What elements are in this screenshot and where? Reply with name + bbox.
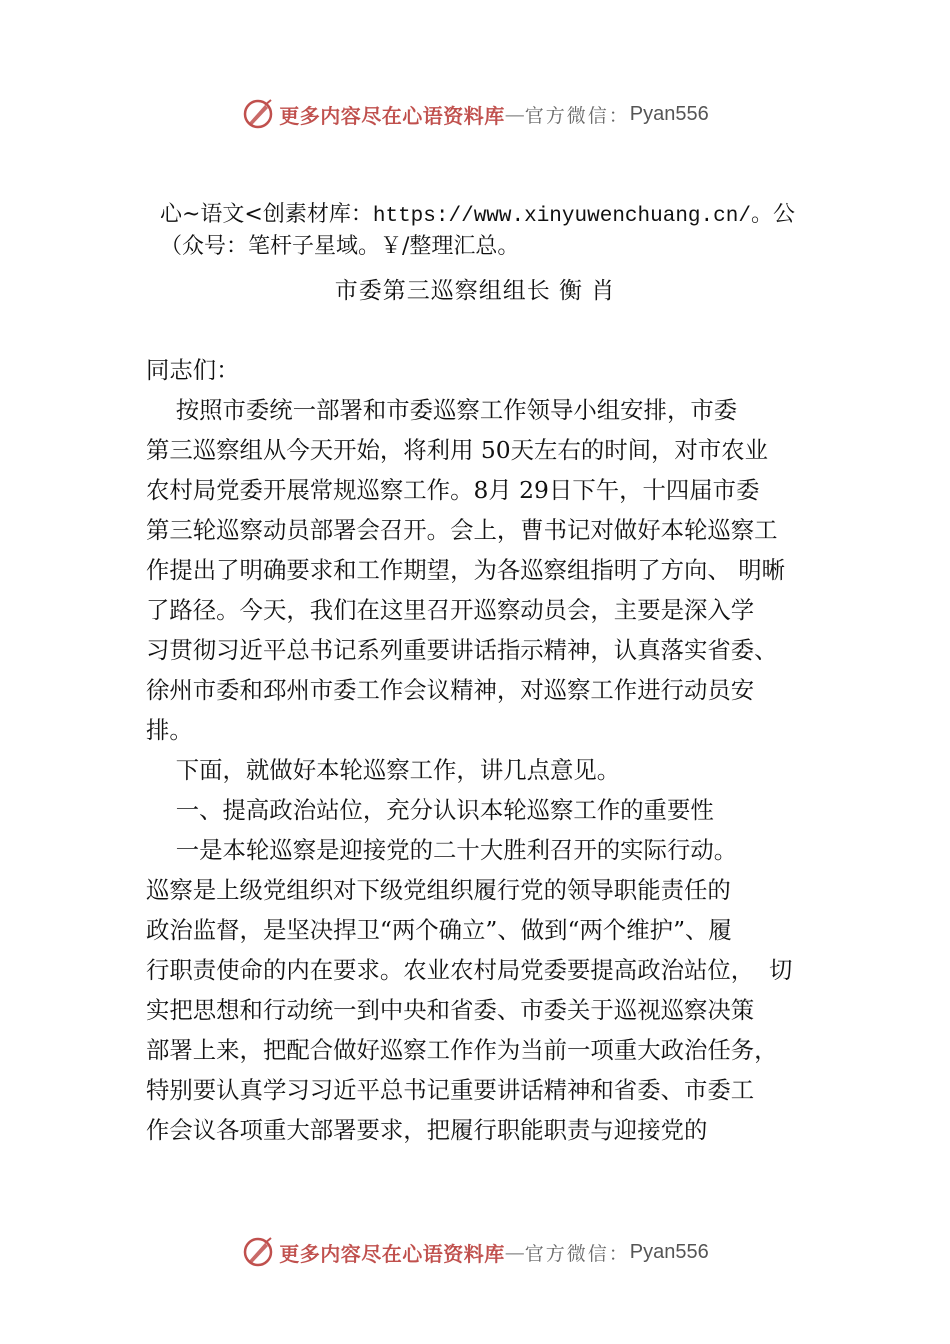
body-line: 下面，就做好本轮巡察工作，讲几点意见。 [146,756,621,784]
body-line: 了路径。今天，我们在这里召开巡察动员会，主要是深入学 [146,596,755,624]
banner-main-text: 更多内容尽在心语资料库 [279,103,505,128]
body-line: 巡察是上级党组织对下级党组织履行党的领导职能责任的 [146,876,731,904]
body-line: 第三巡察组从今天开始，将利用 50天左右的时间，对市农业 [146,436,768,464]
header-banner [0,94,950,134]
document-body [146,350,826,1150]
body-line: 政治监督，是坚决捍卫“两个确立”、做到“两个维护”、履 [146,916,732,944]
banner-dash: — [504,1240,525,1264]
body-line: 习贯彻习近平总书记系列重要讲话指示精神，认真落实省委、 [146,636,778,664]
banner-wechat-label: 官方微信： [524,1242,630,1265]
quill-pen-logo-icon [241,97,275,131]
source-note-line2: （众号：笔杆子星域。￥/整理汇总。 [160,234,520,259]
source-note-prefix: 心~语文<创素材库： [160,202,373,227]
source-note-suffix: 。公 [750,202,795,227]
body-line: 按照市委统一部署和市委巡察工作领导小组安排，市委 [146,396,738,424]
body-line: 部署上来，把配合做好巡察工作作为当前一项重大政治任务， [146,1036,778,1064]
body-line: 作会议各项重大部署要求，把履行职能职责与迎接党的 [146,1116,708,1144]
footer-banner [0,1232,950,1272]
body-line: 第三轮巡察动员部署会召开。会上，曹书记对做好本轮巡察工 [146,516,778,544]
source-url[interactable]: https://www.xinyuwenchuang.cn/ [372,205,751,228]
body-line: 徐州市委和邳州市委工作会议精神，对巡察工作进行动员安 [146,676,755,704]
body-line: 行职责使命的内在要求。农业农村局党委要提高政治站位， 切 [146,956,793,984]
banner-main-text: 更多内容尽在心语资料库 [279,1241,505,1266]
body-line: 农村局党委开展常规巡察工作。8月 29日下午，十四届市委 [146,476,760,504]
banner-dash: — [504,102,525,126]
section-heading: 一、提高政治站位，充分认识本轮巡察工作的重要性 [146,796,714,824]
banner-wechat-label: 官方微信： [524,104,630,127]
body-line: 同志们： [146,356,240,384]
banner-wechat-id: Pyan556 [629,1240,709,1263]
body-line: 实把思想和行动统一到中央和省委、市委关于巡视巡察决策 [146,996,755,1024]
body-line: 作提出了明确要求和工作期望，为各巡察组指明了方向、 明晰 [146,556,785,584]
quill-pen-logo-icon [241,1235,275,1269]
author-byline: 市委第三巡察组组长 衡 肖 [334,278,616,304]
body-line: 一是本轮巡察是迎接党的二十大胜利召开的实际行动。 [146,836,738,864]
banner-wechat-id: Pyan556 [629,102,709,125]
source-note [160,200,840,262]
body-line: 排。 [146,716,193,744]
body-line: 特别要认真学习习近平总书记重要讲话精神和省委、市委工 [146,1076,755,1104]
